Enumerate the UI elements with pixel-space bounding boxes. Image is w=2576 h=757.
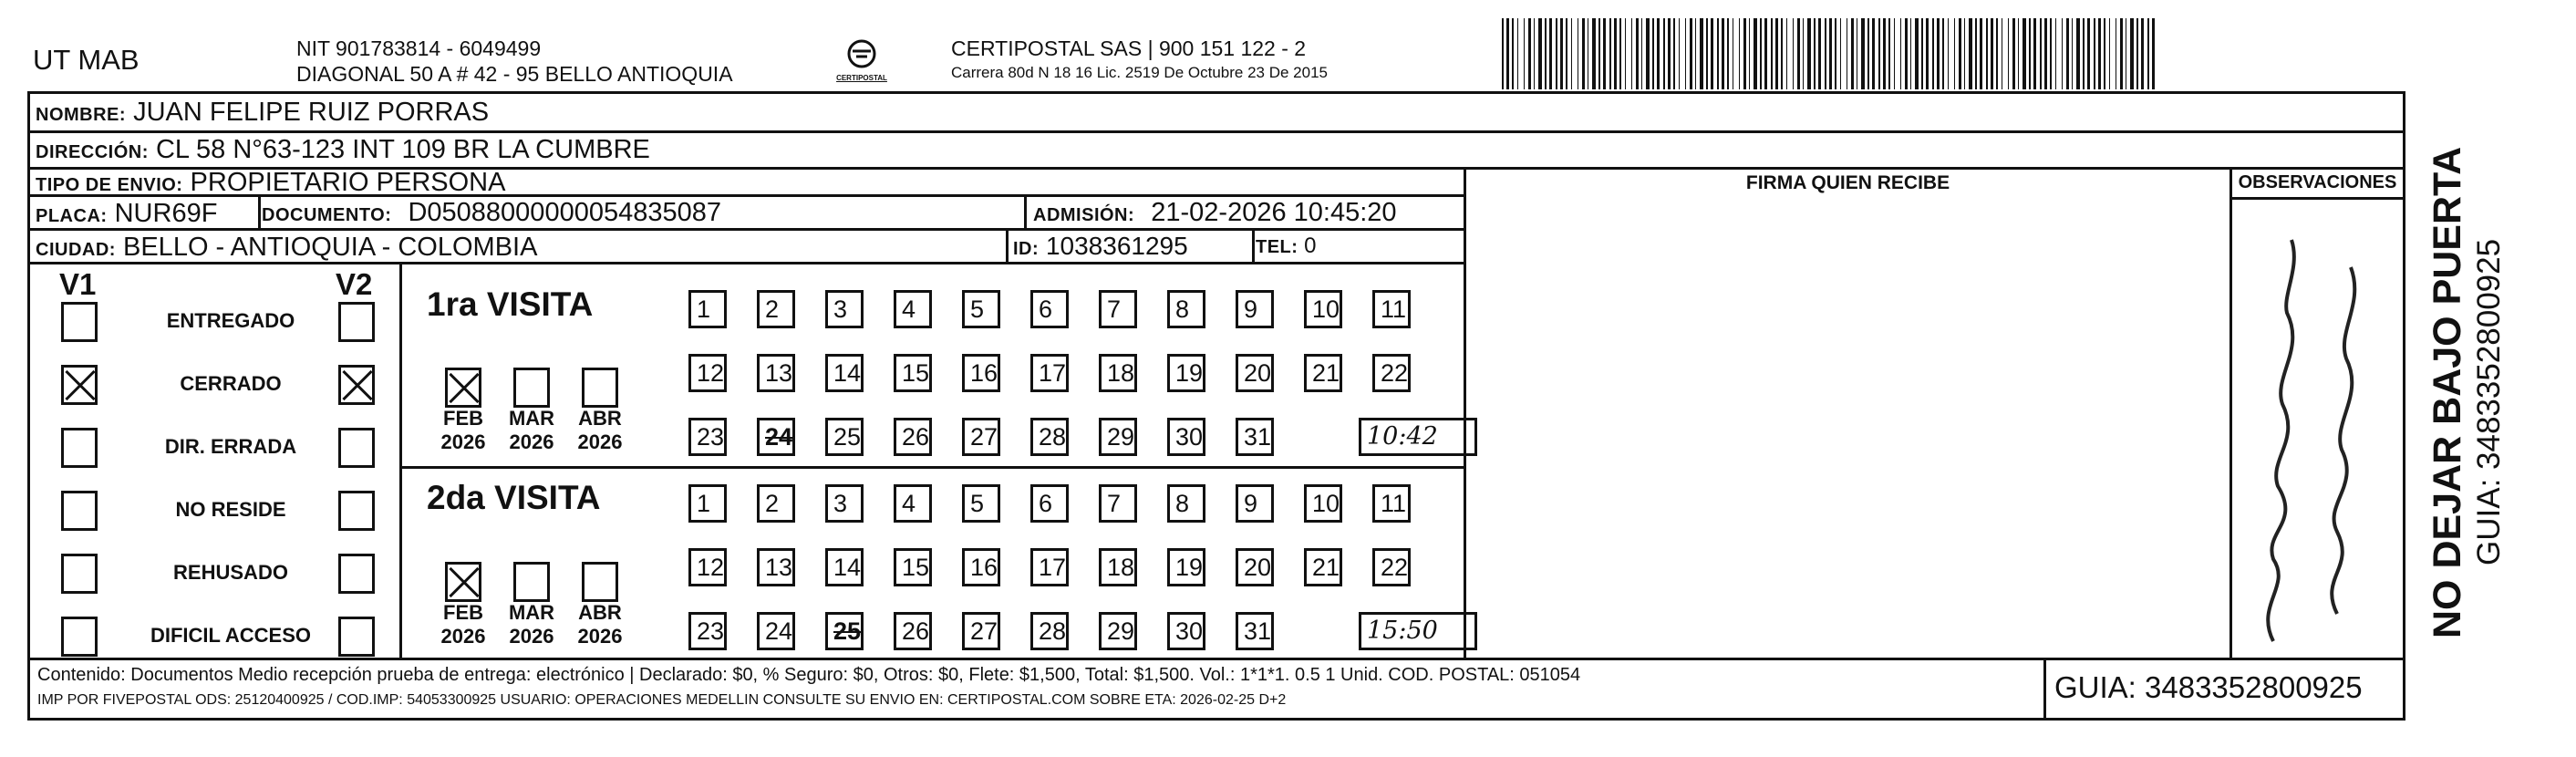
barcode-bar (1905, 18, 1908, 89)
visit-1-day-7[interactable]: 7 (1099, 290, 1137, 328)
barcode-bar (2044, 18, 2047, 89)
row-ciudad (30, 231, 1466, 264)
barcode-bar (1937, 18, 1940, 89)
visit-2-day-3[interactable]: 3 (825, 484, 864, 523)
divider-id (1006, 231, 1009, 264)
observaciones-divider (2229, 197, 2403, 200)
visit-1-month-checkbox[interactable] (582, 368, 618, 408)
visit-2-day-4[interactable]: 4 (894, 484, 932, 523)
visit-2-month-year: 2026 (509, 625, 554, 648)
barcode-bar (1888, 18, 1890, 89)
footer-content: Contenido: Documentos Medio recepción prueba de entrega: electrónico | Declarado: $0, % Seguro: $0, Otros: $0, Flete: $1,500, Total: $1,500. Vol.: 1*1*1. 0.5 1 Unid. COD. POSTAL: 051054 (37, 665, 1581, 685)
visit-1-day-20[interactable]: 20 (1236, 354, 1274, 392)
visit-2-day-7[interactable]: 7 (1099, 484, 1137, 523)
visit-2-day-1[interactable]: 1 (688, 484, 727, 523)
barcode-bar (2062, 18, 2063, 89)
visit-2-day-5[interactable]: 5 (962, 484, 1000, 523)
visit-2-day-18[interactable]: 18 (1099, 548, 1137, 586)
barcode-graphic (1502, 18, 2158, 89)
barcode-bar (1646, 18, 1650, 89)
visit-1-day-4[interactable]: 4 (894, 290, 932, 328)
id-label: ID: (1013, 239, 1040, 259)
status-v1-checkbox[interactable] (61, 428, 98, 468)
barcode-bar (2152, 18, 2155, 89)
barcode-bar (1619, 18, 1621, 89)
visit-2-day-25[interactable]: 25 (825, 612, 864, 650)
barcode-bar (1872, 18, 1875, 89)
barcode-bar (1793, 18, 1794, 89)
documento-label: DOCUMENTO: (262, 205, 392, 225)
visit-1-day-18[interactable]: 18 (1099, 354, 1137, 392)
visit-1-day-28[interactable]: 28 (1030, 418, 1069, 456)
status-label: NO RESIDE (175, 498, 286, 521)
admision-value: 21-02-2026 10:45:20 (1151, 198, 1397, 227)
visit-1-time-box[interactable]: 10:42 (1359, 418, 1477, 456)
row-tipo (30, 170, 1466, 197)
visit-1-month-year: 2026 (509, 430, 554, 453)
visit-1-day-9[interactable]: 9 (1236, 290, 1274, 328)
visit-2-day-14[interactable]: 14 (825, 548, 864, 586)
barcode-bar (1975, 18, 1977, 89)
observaciones-header: OBSERVACIONES (2238, 172, 2397, 192)
barcode-bar (1991, 18, 1993, 89)
barcode-bar (2066, 18, 2069, 89)
barcode-bar (1528, 18, 1531, 89)
barcode-bar (2141, 18, 2144, 89)
admision-label: ADMISIÓN: (1033, 205, 1135, 225)
visit-2-day-6[interactable]: 6 (1030, 484, 1069, 523)
barcode-bar (1711, 18, 1713, 89)
status-v2-checkbox[interactable] (338, 302, 375, 342)
visit-1-title: 1ra VISITA (427, 285, 594, 323)
visit-2-month-name: MAR (508, 601, 555, 624)
sender-nit: NIT 901783814 - 6049499 (296, 36, 542, 60)
barcode-bar (1603, 18, 1606, 89)
barcode-bar (1614, 18, 1617, 89)
barcode-bar (1663, 18, 1665, 89)
barcode-bar (1878, 18, 1880, 89)
divider-main (1464, 170, 1466, 658)
barcode-bar (1749, 18, 1750, 89)
visit-1-month-name: MAR (508, 407, 555, 430)
barcode-bar (1538, 18, 1542, 89)
visit-1-day-16[interactable]: 16 (962, 354, 1000, 392)
tipo-label: TIPO DE ENVIO: (36, 175, 183, 195)
status-v2-checkbox[interactable] (338, 428, 375, 468)
visit-1-month-checkbox[interactable] (445, 368, 481, 408)
barcode-bar (2109, 18, 2110, 89)
status-v2-checkbox[interactable] (338, 365, 375, 405)
visit-1-day-21[interactable]: 21 (1304, 354, 1342, 392)
status-v1-checkbox[interactable] (61, 554, 98, 594)
barcode-bar (1717, 18, 1719, 89)
sender-name: UT MAB (33, 44, 140, 76)
visit-2-month-checkbox[interactable] (445, 562, 481, 602)
barcode-bar (1556, 18, 1557, 89)
barcode-bar (1517, 18, 1518, 89)
ciudad-value: BELLO - ANTIOQUIA - COLOMBIA (123, 233, 538, 262)
documento-cell (262, 197, 721, 228)
barcode-bar (1900, 18, 1901, 89)
barcode-bar (1641, 18, 1642, 89)
visit-2-time-box[interactable]: 15:50 (1359, 612, 1477, 650)
barcode-bar (1797, 18, 1800, 89)
barcode-bar (1592, 18, 1596, 89)
company-name: CERTIPOSTAL SAS | 900 151 122 - 2 (951, 36, 1307, 60)
visit-2-month-label (504, 601, 559, 648)
visit-1-day-11[interactable]: 11 (1372, 290, 1411, 328)
barcode-bar (1781, 18, 1783, 89)
visit-2-day-23[interactable]: 23 (688, 612, 727, 650)
visit-1-day-24[interactable]: 24 (757, 418, 795, 456)
barcode-bar (1818, 18, 1821, 89)
barcode-bar (2094, 18, 2095, 89)
visit-2-day-21[interactable]: 21 (1304, 548, 1342, 586)
barcode-bar (1566, 18, 1567, 89)
visit-2-day-17[interactable]: 17 (1030, 548, 1069, 586)
barcode-bar (1980, 18, 1982, 89)
visit-2-month-checkbox[interactable] (582, 562, 618, 602)
barcode-bar (1598, 18, 1600, 89)
visit-1-day-22[interactable]: 22 (1372, 354, 1411, 392)
barcode-bar (1673, 18, 1675, 89)
status-label: REHUSADO (173, 561, 288, 584)
barcode-bar (1835, 18, 1836, 89)
visit-2-month-checkbox[interactable] (513, 562, 550, 602)
visit-2-day-31[interactable]: 31 (1236, 612, 1274, 650)
visit-2-day-16[interactable]: 16 (962, 548, 1000, 586)
visit-2-day-20[interactable]: 20 (1236, 548, 1274, 586)
visit-1-day-29[interactable]: 29 (1099, 418, 1137, 456)
visit-1-month-label (573, 407, 627, 454)
visit-1-day-2[interactable]: 2 (757, 290, 795, 328)
visit-1-day-1[interactable]: 1 (688, 290, 727, 328)
barcode-bar (1851, 18, 1854, 89)
barcode-bar (1668, 18, 1671, 89)
barcode-bar (1695, 18, 1696, 89)
barcode-bar (1894, 18, 1895, 89)
status-v1-checkbox[interactable] (61, 302, 98, 342)
visit-1-day-17[interactable]: 17 (1030, 354, 1069, 392)
barcode-bar (1825, 18, 1826, 89)
barcode-bar (1948, 18, 1949, 89)
visit-2-day-9[interactable]: 9 (1236, 484, 1274, 523)
status-v2-checkbox[interactable] (338, 617, 375, 657)
visit-2-month-year: 2026 (577, 625, 623, 648)
visit-2-month-name: ABR (578, 601, 622, 624)
barcode-bar (1754, 18, 1757, 89)
v1-label: V1 (59, 267, 97, 301)
barcode-bar (1840, 18, 1841, 89)
status-label: DIFICIL ACCESO (150, 624, 311, 647)
footer-guia-divider (2043, 658, 2046, 718)
barcode-bar (1685, 18, 1686, 89)
visit-1-day-23[interactable]: 23 (688, 418, 727, 456)
visit-1-day-13[interactable]: 13 (757, 354, 795, 392)
status-label: ENTREGADO (166, 309, 295, 332)
barcode-bar (1921, 18, 1923, 89)
direccion-label: DIRECCIÓN: (36, 142, 149, 162)
barcode-bar (1545, 18, 1547, 89)
barcode-bar (2023, 18, 2026, 89)
visit-1-month-year: 2026 (577, 430, 623, 453)
barcode-bar (1609, 18, 1611, 89)
row-nombre (30, 94, 2403, 133)
barcode-bar (2083, 18, 2085, 89)
barcode-bar (1743, 18, 1746, 89)
status-label: DIR. ERRADA (164, 435, 297, 458)
barcode-bar (1829, 18, 1832, 89)
visit-2-day-27[interactable]: 27 (962, 612, 1000, 650)
barcode-bar (1534, 18, 1535, 89)
barcode-bar (1861, 18, 1865, 89)
barcode-bar (1786, 18, 1787, 89)
barcode-bar (2072, 18, 2073, 89)
visit-1-day-25[interactable]: 25 (825, 418, 864, 456)
barcode-bar (2136, 18, 2138, 89)
barcode-bar (2029, 18, 2031, 89)
barcode-bar (1657, 18, 1660, 89)
barcode-bar (1506, 18, 1509, 89)
barcode-bar (1571, 18, 1572, 89)
company-license: Carrera 80d N 18 16 Lic. 2519 De Octubre 23 De 2015 (951, 64, 1328, 81)
admision-cell (1033, 197, 1397, 228)
visit-2-day-11[interactable]: 11 (1372, 484, 1411, 523)
handwritten-observation (2237, 213, 2401, 650)
visit-2-day-24[interactable]: 24 (757, 612, 795, 650)
barcode-bar (1760, 18, 1762, 89)
barcode-bar (1549, 18, 1552, 89)
barcode-bar (1986, 18, 1988, 89)
barcode-bar (2055, 18, 2056, 89)
visit-1-month-name: ABR (578, 407, 622, 430)
barcode-bar (1915, 18, 1919, 89)
barcode-bar (1700, 18, 1703, 89)
barcode-bar (1690, 18, 1692, 89)
visit-1-day-15[interactable]: 15 (894, 354, 932, 392)
status-label: CERRADO (180, 372, 282, 395)
visit-1-day-8[interactable]: 8 (1167, 290, 1205, 328)
barcode-bar (2012, 18, 2015, 89)
barcode-bar (1969, 18, 1972, 89)
logo-text: CERTIPOSTAL (836, 74, 887, 82)
visit-1-month-label (504, 407, 559, 454)
visit-1-day-19[interactable]: 19 (1167, 354, 1205, 392)
id-value: 1038361295 (1045, 232, 1188, 260)
barcode-bar (1959, 18, 1961, 89)
visit-2-day-30[interactable]: 30 (1167, 612, 1205, 650)
visit-1-month-name: FEB (443, 407, 483, 430)
visit-1-day-12[interactable]: 12 (688, 354, 727, 392)
status-v2-checkbox[interactable] (338, 554, 375, 594)
visit-1-month-year: 2026 (440, 430, 486, 453)
no-dejar-warning: NO DEJAR BAJO PUERTA (2426, 146, 2469, 638)
visit-1-day-10[interactable]: 10 (1304, 290, 1342, 328)
documento-value: D05088000000054835087 (408, 198, 721, 227)
visit-2-day-26[interactable]: 26 (894, 612, 932, 650)
barcode-bar (1910, 18, 1911, 89)
divider-status (399, 264, 402, 658)
barcode-bar (1775, 18, 1778, 89)
visit-2-title: 2da VISITA (427, 479, 601, 516)
visit-1-day-14[interactable]: 14 (825, 354, 864, 392)
footer-imp: IMP POR FIVEPOSTAL ODS: 25120400925 / COD.IMP: 54053300925 USUARIO: OPERACIONES MEDELLIN CONSULTE SU ENVIO EN: CERTIPOSTAL.COM SOBRE ETA: 2026-02-25 D+2 (37, 692, 1287, 708)
ciudad-label: CIUDAD: (36, 240, 116, 260)
direccion-value: CL 58 N°63-123 INT 109 BR LA CUMBRE (155, 135, 650, 164)
visit-2-day-10[interactable]: 10 (1304, 484, 1342, 523)
visit-2-month-label (436, 601, 491, 648)
barcode-bar (1926, 18, 1929, 89)
firma-header: FIRMA QUIEN RECIBE (1745, 172, 1950, 193)
status-v2-checkbox[interactable] (338, 491, 375, 531)
barcode-bar (2076, 18, 2080, 89)
logo-mark-icon (843, 38, 880, 69)
barcode-bar (1867, 18, 1869, 89)
certipostal-logo (834, 38, 889, 86)
barcode-bar (2147, 18, 2149, 89)
nombre-value: JUAN FELIPE RUIZ PORRAS (133, 98, 490, 127)
barcode-bar (1932, 18, 1934, 89)
barcode-bar (1582, 18, 1585, 89)
nombre-label: NOMBRE: (36, 105, 127, 125)
barcode-bar (2098, 18, 2101, 89)
footer-guia: GUIA: 3483352800925 (2054, 670, 2363, 704)
barcode-bar (1964, 18, 1965, 89)
visit-2-day-13[interactable]: 13 (757, 548, 795, 586)
divider-placa (258, 197, 261, 231)
barcode-bar (1679, 18, 1680, 89)
visit-2-day-19[interactable]: 19 (1167, 548, 1205, 586)
visit-2-day-2[interactable]: 2 (757, 484, 795, 523)
shipping-form (27, 91, 2405, 721)
visit-2-day-8[interactable]: 8 (1167, 484, 1205, 523)
barcode-bar (1739, 18, 1740, 89)
visit-2-month-year: 2026 (440, 625, 486, 648)
sender-address: DIAGONAL 50 A # 42 - 95 BELLO ANTIOQUIA (296, 62, 733, 86)
row-direccion (30, 133, 2403, 170)
barcode-bar (1727, 18, 1729, 89)
visit-2-month-name: FEB (443, 601, 483, 624)
barcode-bar (2040, 18, 2042, 89)
placa-label: PLACA: (36, 206, 108, 226)
divider-visits (399, 466, 1464, 469)
v2-label: V2 (336, 267, 373, 301)
visit-2-month-label (573, 601, 627, 648)
visit-2-day-12[interactable]: 12 (688, 548, 727, 586)
barcode-bar (1560, 18, 1563, 89)
visit-1-day-3[interactable]: 3 (825, 290, 864, 328)
barcode-bar (1512, 18, 1514, 89)
tel-value: 0 (1304, 233, 1317, 258)
barcode-bar (2130, 18, 2134, 89)
tipo-value: PROPIETARIO PERSONA (190, 168, 506, 197)
barcode-bar (1942, 18, 1944, 89)
barcode-bar (1524, 18, 1525, 89)
visit-1-day-5[interactable]: 5 (962, 290, 1000, 328)
barcode-bar (1883, 18, 1886, 89)
placa-value: NUR69F (114, 199, 218, 228)
barcode-bar (1631, 18, 1632, 89)
visit-1-day-30[interactable]: 30 (1167, 418, 1205, 456)
barcode-bar (1625, 18, 1626, 89)
barcode-bar (1807, 18, 1811, 89)
barcode-bar (1814, 18, 1816, 89)
visit-2-day-28[interactable]: 28 (1030, 612, 1069, 650)
visit-1-day-27[interactable]: 27 (962, 418, 1000, 456)
barcode-bar (1803, 18, 1804, 89)
side-guia: GUIA: 3483352800925 (2471, 238, 2507, 565)
id-cell (1013, 231, 1188, 262)
barcode-bar (1954, 18, 1955, 89)
barcode-bar (2104, 18, 2105, 89)
tel-cell (1256, 231, 1316, 262)
divider-admision (1024, 197, 1027, 231)
tel-label: TEL: (1256, 237, 1298, 257)
visit-1-month-checkbox[interactable] (513, 368, 550, 408)
barcode-bar (1771, 18, 1773, 89)
barcode-bar (1636, 18, 1639, 89)
visit-2-day-15[interactable]: 15 (894, 548, 932, 586)
barcode-bar (2050, 18, 2052, 89)
status-v1-checkbox[interactable] (61, 491, 98, 531)
barcode-bar (2033, 18, 2036, 89)
visit-2-day-29[interactable]: 29 (1099, 612, 1137, 650)
visit-1-day-31[interactable]: 31 (1236, 418, 1274, 456)
barcode-bar (2120, 18, 2123, 89)
barcode-bar (1502, 18, 1504, 89)
footer-divider (30, 658, 2403, 660)
divider-observaciones (2229, 170, 2232, 658)
status-v1-checkbox[interactable] (61, 365, 98, 405)
barcode-bar (1722, 18, 1724, 89)
visit-1-day-6[interactable]: 6 (1030, 290, 1069, 328)
barcode-bar (1652, 18, 1654, 89)
side-text (2416, 109, 2571, 730)
visit-2-day-22[interactable]: 22 (1372, 548, 1411, 586)
visit-1-month-label (436, 407, 491, 454)
visit-1-day-26[interactable]: 26 (894, 418, 932, 456)
barcode-bar (2008, 18, 2009, 89)
barcode (1502, 18, 2158, 89)
barcode-bar (1996, 18, 1998, 89)
barcode-bar (2087, 18, 2090, 89)
barcode-bar (1764, 18, 1767, 89)
divider-tel (1252, 231, 1255, 264)
barcode-bar (2018, 18, 2019, 89)
status-v1-checkbox[interactable] (61, 617, 98, 657)
barcode-bar (1706, 18, 1708, 89)
